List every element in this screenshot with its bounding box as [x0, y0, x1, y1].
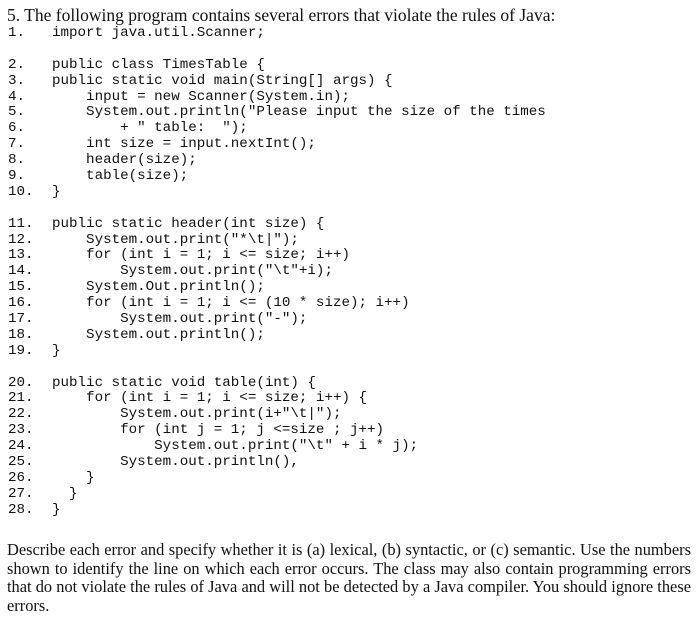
- line-number: 27.: [8, 485, 34, 502]
- code-line-2: [8, 58, 546, 74]
- line-number: 18.: [8, 326, 34, 343]
- code-text: + " table: ");: [52, 120, 248, 137]
- line-number: 6.: [8, 120, 26, 137]
- code-line-25: [8, 455, 546, 471]
- line-number: 12.: [8, 231, 34, 248]
- code-text: import java.util.Scanner;: [52, 25, 265, 41]
- code-text: for (int i = 1; i <= (10 * size); i++): [52, 295, 410, 312]
- code-text: System.out.println("Please input the size of the times: [52, 104, 546, 121]
- code-line-6: [8, 121, 546, 137]
- code-text: System.out.print("\t"+i);: [52, 263, 333, 280]
- code-line-4: [8, 90, 546, 106]
- question-title: 5. The following program contains several errors that violate the rules of Java:: [7, 5, 556, 25]
- code-text: System.out.print(i+"\t|");: [52, 406, 342, 423]
- code-line-22: [8, 407, 546, 423]
- question-description: Describe each error and specify whether it is (a) lexical, (b) syntactic, or (c) semantic. Use the numbers shown to identify the line on which each error occurs. The class may also contain programming errors that do not violate the rules of Java and will not be detected by a Java compiler. You should ignore these errors.: [7, 540, 691, 615]
- code-text: System.out.print("*\t|");: [52, 231, 299, 248]
- code-line-13: [8, 248, 546, 264]
- line-number: 8.: [8, 152, 26, 169]
- line-number: 10.: [8, 183, 34, 200]
- code-text: public static void main(String[] args) {: [52, 72, 393, 89]
- line-number: 25.: [8, 454, 34, 471]
- line-number: 15.: [8, 279, 34, 296]
- code-line-15: [8, 280, 546, 296]
- code-line-11: [8, 217, 546, 233]
- code-text: header(size);: [52, 152, 197, 169]
- line-number: 2.: [8, 56, 26, 73]
- code-text: System.Out.println();: [52, 279, 265, 296]
- code-text: }: [52, 501, 61, 518]
- code-text: System.out.print("-");: [52, 311, 308, 328]
- code-text: System.out.print("\t" + i * j);: [52, 438, 419, 455]
- line-number: 22.: [8, 406, 34, 423]
- code-line-5: [8, 105, 546, 121]
- line-number: 9.: [8, 168, 26, 185]
- code-line-24: [8, 439, 546, 455]
- code-line-28: [8, 503, 546, 519]
- line-number: 13.: [8, 247, 34, 264]
- code-line-7: [8, 137, 546, 153]
- code-text: input = new Scanner(System.in);: [52, 88, 350, 105]
- line-number: 7.: [8, 136, 26, 153]
- code-line-18: [8, 328, 546, 344]
- code-text: public static void table(int) {: [52, 374, 316, 391]
- line-number: 1.: [8, 25, 26, 41]
- line-number: 24.: [8, 438, 34, 455]
- code-listing: [8, 26, 546, 519]
- line-number: 19.: [8, 342, 34, 359]
- code-line-1: [8, 26, 546, 42]
- code-text: System.out.println();: [52, 326, 265, 343]
- line-number: 4.: [8, 88, 26, 105]
- code-line-12: [8, 233, 546, 249]
- code-line-10: [8, 185, 546, 201]
- line-number: 16.: [8, 295, 34, 312]
- line-number: 28.: [8, 501, 34, 518]
- code-text: int size = input.nextInt();: [52, 136, 316, 153]
- code-text: }: [52, 183, 61, 200]
- line-number: 17.: [8, 311, 34, 328]
- code-text: for (int i = 1; i <= size; i++) {: [52, 390, 368, 407]
- code-text: for (int j = 1; j <=size ; j++): [52, 422, 385, 439]
- line-number: 14.: [8, 263, 34, 280]
- code-line-3: [8, 74, 546, 90]
- code-line-27: [8, 487, 546, 503]
- code-line-26: [8, 471, 546, 487]
- code-text: for (int i = 1; i <= size; i++): [52, 247, 350, 264]
- code-text: public class TimesTable {: [52, 56, 265, 73]
- code-line-17: [8, 312, 546, 328]
- code-text: System.out.println(),: [52, 454, 299, 471]
- code-line-19: [8, 344, 546, 360]
- line-number: 23.: [8, 422, 34, 439]
- code-text: public static header(int size) {: [52, 215, 325, 232]
- code-line-8: [8, 153, 546, 169]
- code-text: }: [52, 485, 78, 502]
- code-line-23: [8, 423, 546, 439]
- code-text: }: [52, 342, 61, 359]
- code-line-9: [8, 169, 546, 185]
- line-number: 11.: [8, 215, 34, 232]
- line-number: 5.: [8, 104, 26, 121]
- line-number: 21.: [8, 390, 34, 407]
- code-line-21: [8, 391, 546, 407]
- code-text: table(size);: [52, 168, 189, 185]
- line-number: 20.: [8, 374, 34, 391]
- code-text: }: [52, 469, 95, 486]
- code-line-20: [8, 376, 546, 392]
- line-number: 26.: [8, 469, 34, 486]
- code-line-14: [8, 264, 546, 280]
- line-number: 3.: [8, 72, 26, 89]
- code-line-16: [8, 296, 546, 312]
